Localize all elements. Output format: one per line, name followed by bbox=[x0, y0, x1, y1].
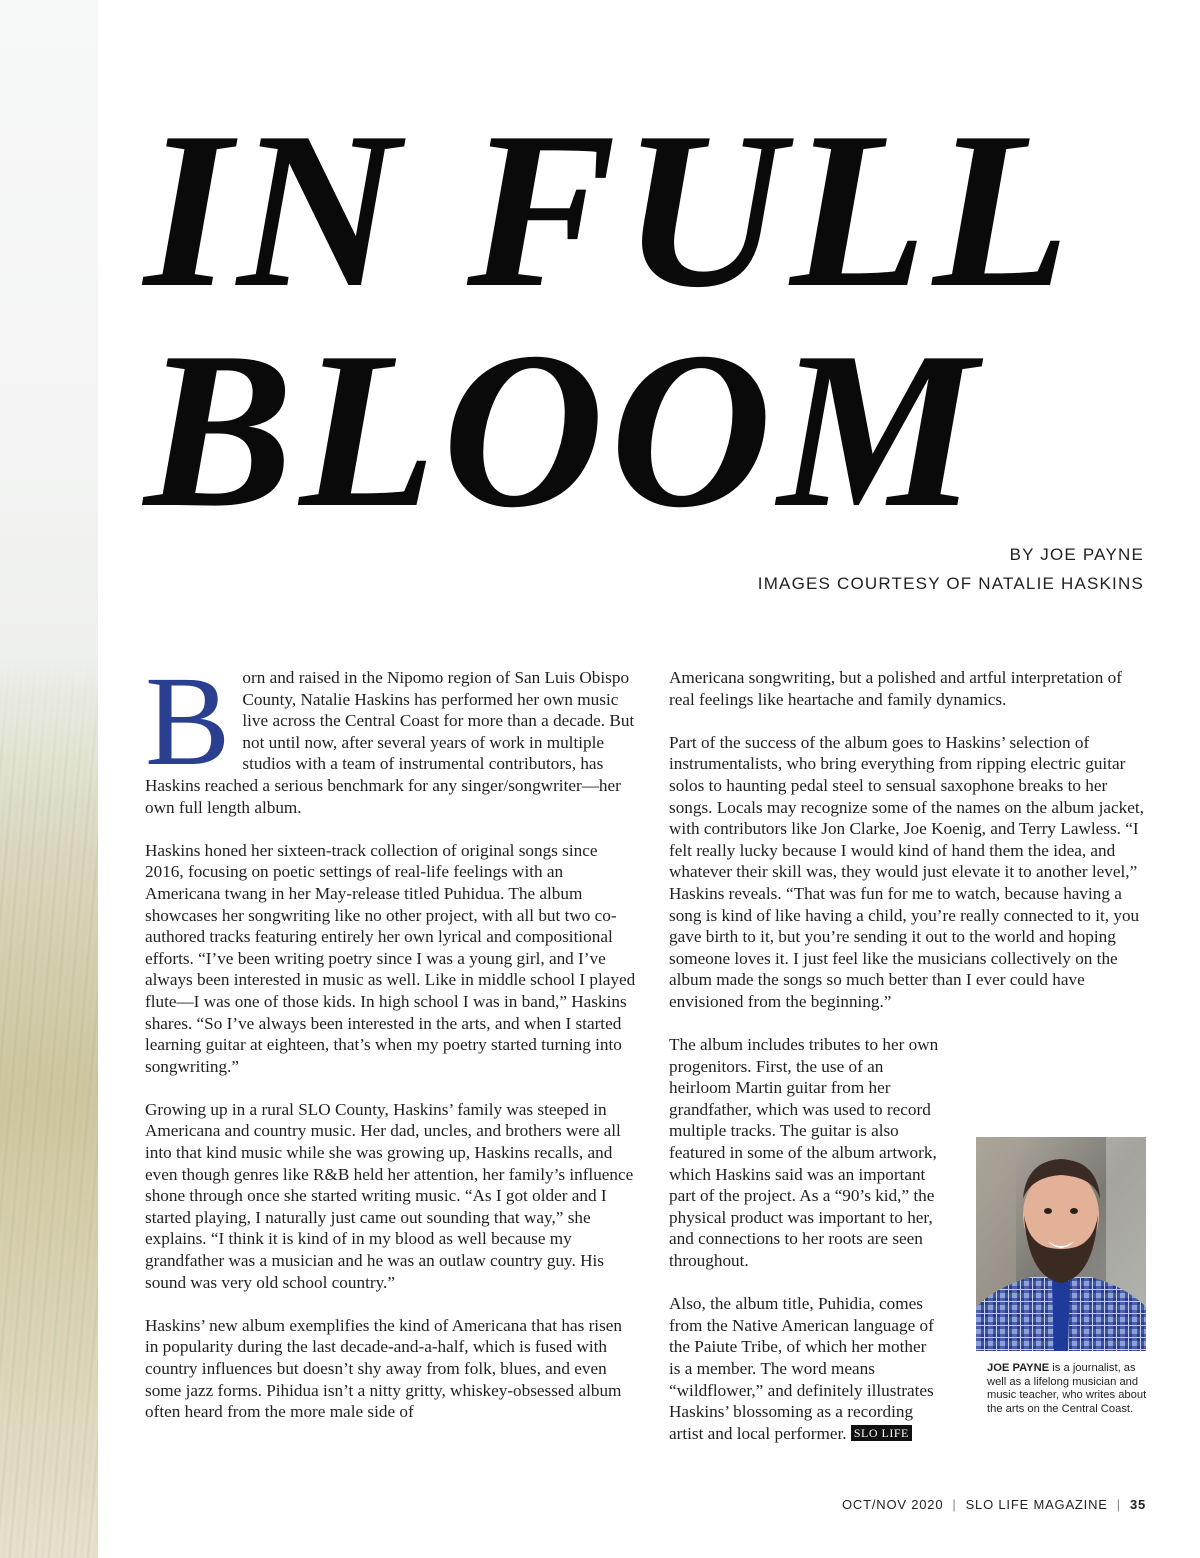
image-credit: IMAGES COURTESY OF NATALIE HASKINS bbox=[757, 574, 1144, 593]
article-paragraph: Growing up in a rural SLO County, Haskins’ family was steeped in Americana and country music. Her dad, uncles, and brothers were all into that kind music while she was growing up, Haskins recalls, and even though genres like R&B held her attention, her family’s influence shone through once she started writing music. “As I got older and I started playing, I naturally just came out sounding that way,” she explains. “I think it is kind of in my blood as well because my grandfather was a musician and he was an outlaw country guy. His sound was very old school country.” bbox=[145, 1099, 634, 1292]
author-bio-text: is a journalist, as well as a lifelong musician and music teacher, who writes about the arts on the Central Coast. bbox=[987, 1362, 1147, 1415]
article-paragraph: Part of the success of the album goes to Haskins’ selection of instrumentalists, who bring everything from ripping electric guitar solos to haunting pedal steel to sensual saxophone breaks to her songs. Locals may recognize some of the names on the album jacket, with contributors like Jon Clarke, Joe Koenig, and Terry Lawless. “I felt really lucky because I would kind of hand them the idea, and whatever their skill was, they would just elevate it to another level,” Haskins reveals. “That was fun for me to watch, because having a song is kind of like having a child, you’re really connected to it, you gave birth to it, but you’re sending it out to the world and hoping someone loves it. I just feel like the musicians collectively on the album made the songs so much better than I ever could have envisioned from the beginning.” bbox=[669, 732, 1144, 1011]
article-paragraph: Haskins honed her sixteen-track collection of original songs since 2016, focusing on poetic settings of real-life feelings with an Americana twang in her May-release titled Puhidua. The album showcases her songwriting like no other project, with all but two co-authored tracks featuring entirely her own lyrical and compositional efforts. “I’ve been writing poetry since I was a young girl, and I’ve always been interested in music as well. Like in middle school I played flute—I was one of those kids. In high school I was in band,” Haskins shares. “So I’ve always been interested in the arts, and when I started learning guitar at eighteen, that’s when my poetry started turning into songwriting.” bbox=[145, 840, 636, 1076]
issue-date: OCT/NOV 2020 bbox=[842, 1497, 944, 1512]
headline-line-1: IN FULL bbox=[144, 86, 1076, 334]
paragraph-text: orn and raised in the Nipomo region of San Luis Obispo County, Natalie Haskins has performed her own music live across the Central Coast for more than a decade. But not until now, after several years of work in multiple studios with a team of instrumental contributors, has Haskins reached a serious benchmark for any singer/songwriter—her own full length album. bbox=[145, 668, 635, 817]
page-number: 35 bbox=[1129, 1497, 1146, 1512]
headline bbox=[144, 86, 1164, 554]
paragraph-text: Also, the album title, Puhidia, comes from the Native American language of the Paiute Tribe, of which her mother is a member. The word means “wildflower,” and definitely illustrates Haskins’ blossoming as a recording artist and local performer. bbox=[669, 1294, 934, 1443]
drop-cap: B bbox=[145, 650, 231, 792]
end-mark-logo: SLO LIFE bbox=[851, 1425, 912, 1441]
author-photo bbox=[976, 1137, 1146, 1351]
author-name: JOE PAYNE bbox=[987, 1362, 1050, 1374]
headline-line-2: BLOOM bbox=[144, 306, 983, 554]
byline: BY JOE PAYNE bbox=[1009, 545, 1144, 564]
grass-photo-strip bbox=[0, 0, 98, 1558]
magazine-name: SLO LIFE MAGAZINE bbox=[965, 1497, 1108, 1512]
footer-separator: | bbox=[952, 1497, 957, 1512]
page-footer bbox=[842, 1497, 1146, 1512]
article-paragraph bbox=[669, 1293, 941, 1444]
author-bio bbox=[987, 1362, 1147, 1416]
article-paragraph bbox=[145, 650, 637, 818]
article-paragraph: Haskins’ new album exemplifies the kind of Americana that has risen in popularity during the last decade-and-a-half, which is fused with country influences but doesn’t shy away from folk, blues, and even some jazz forms. Pihidua isn’t a nitty gritty, whiskey-obsessed album often heard from the more male side of bbox=[145, 1315, 622, 1422]
article-paragraph: The album includes tributes to her own progenitors. First, the use of an heirloom Martin guitar from her grandfather, which was used to record multiple tracks. The guitar is also featured in some of the album artwork, which Haskins said was an important part of the project. As a “90’s kid,” the physical product was important to her, and connections to her roots are seen throughout. bbox=[669, 1035, 939, 1271]
article-column-left bbox=[145, 650, 637, 1444]
credits bbox=[758, 540, 1144, 598]
article-paragraph: Americana songwriting, but a polished and artful interpretation of real feelings like heartache and family dynamics. bbox=[669, 668, 1122, 709]
footer-separator: | bbox=[1116, 1497, 1121, 1512]
author-portrait-image bbox=[976, 1137, 1146, 1351]
